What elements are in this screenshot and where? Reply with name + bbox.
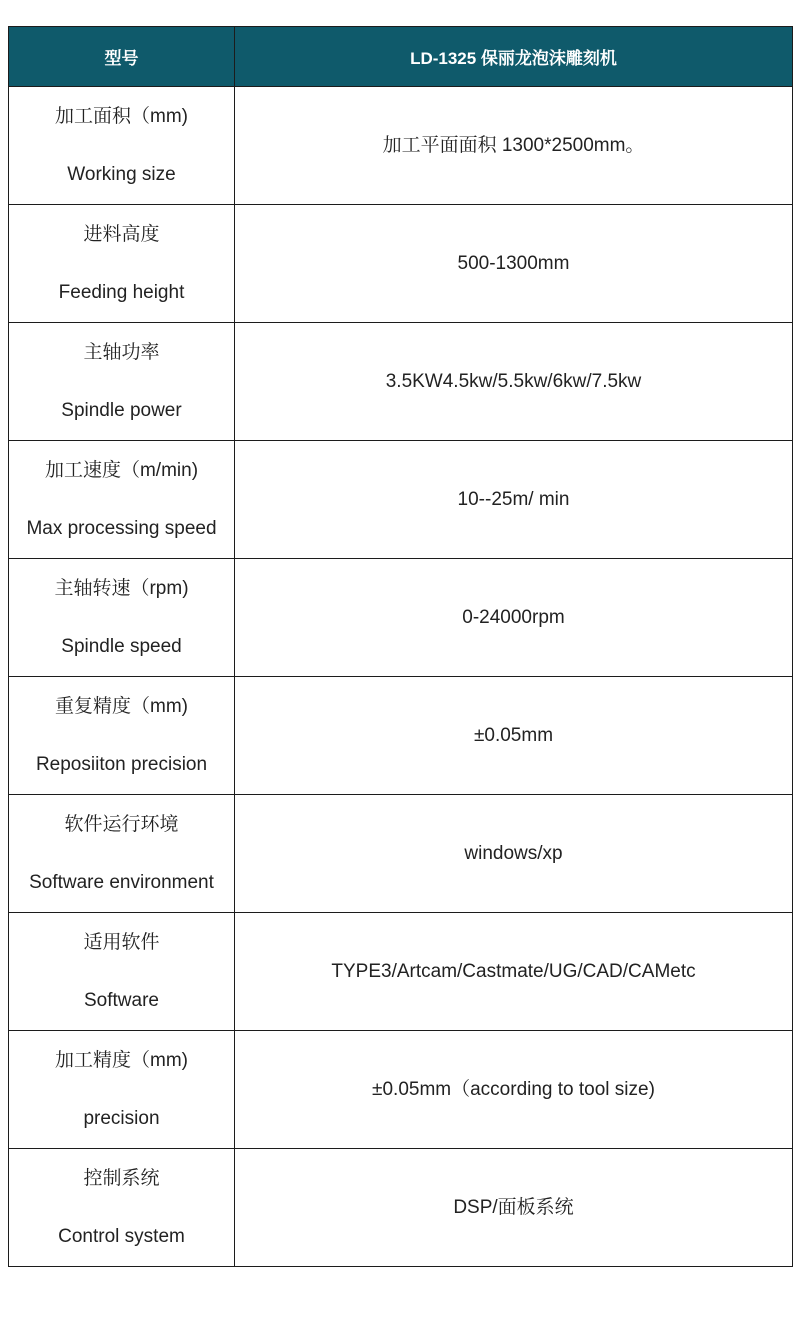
row-value: ±0.05mm [473, 725, 554, 746]
label-english: Max processing speed [26, 518, 217, 539]
row-value-cell [235, 441, 793, 559]
row-value: TYPE3/Artcam/Castmate/UG/CAD/CAMetc [331, 961, 696, 982]
row-value-cell [235, 913, 793, 1031]
row-value-cell [235, 559, 793, 677]
label-english: Spindle speed [61, 636, 182, 657]
table-header-row [9, 27, 793, 87]
row-value: ±0.05mm（according to tool size) [372, 1079, 655, 1100]
row-label-cell [9, 913, 235, 1031]
label-english: Software [84, 990, 159, 1011]
table-row [9, 559, 793, 677]
row-label-cell [9, 795, 235, 913]
label-english: Spindle power [61, 400, 182, 421]
label-chinese: 加工速度（m/min) [44, 460, 199, 481]
row-value-cell [235, 323, 793, 441]
row-label-cell [9, 677, 235, 795]
table-row [9, 1031, 793, 1149]
header-label-cell: 型号 [9, 27, 235, 87]
row-label-cell [9, 323, 235, 441]
label-chinese: 进料高度 [83, 224, 160, 245]
label-chinese: 软件运行环境 [64, 814, 179, 835]
row-value-cell [235, 205, 793, 323]
table-row [9, 913, 793, 1031]
label-chinese: 主轴转速（rpm) [54, 578, 189, 599]
table-row [9, 1149, 793, 1267]
row-label-cell [9, 441, 235, 559]
table-row [9, 795, 793, 913]
header-value-cell: LD-1325 保丽龙泡沫雕刻机 [235, 27, 793, 87]
spec-table [8, 26, 793, 1267]
row-value: 加工平面面积 1300*2500mm。 [382, 135, 645, 156]
table-body [9, 87, 793, 1267]
label-english: precision [83, 1108, 160, 1129]
row-value: 0-24000rpm [462, 607, 565, 628]
row-value-cell [235, 1149, 793, 1267]
row-value: 10--25m/ min [457, 489, 570, 510]
row-value: 3.5KW4.5kw/5.5kw/6kw/7.5kw [385, 371, 642, 392]
row-label-cell [9, 205, 235, 323]
row-value-cell [235, 87, 793, 205]
row-value-cell [235, 677, 793, 795]
table-row [9, 87, 793, 205]
row-value: DSP/面板系统 [453, 1197, 574, 1218]
row-label-cell [9, 1149, 235, 1267]
table-row [9, 677, 793, 795]
label-chinese: 控制系统 [83, 1168, 160, 1189]
label-english: Control system [58, 1226, 185, 1247]
row-value-cell [235, 1031, 793, 1149]
label-english: Feeding height [58, 282, 185, 303]
row-label-cell [9, 559, 235, 677]
table-row [9, 323, 793, 441]
label-english: Working size [67, 164, 176, 185]
row-label-cell [9, 1031, 235, 1149]
label-english: Software environment [29, 872, 214, 893]
row-label-cell [9, 87, 235, 205]
table-row [9, 205, 793, 323]
label-chinese: 加工面积（mm) [55, 106, 188, 127]
label-chinese: 加工精度（mm) [55, 1050, 188, 1071]
row-value: windows/xp [464, 843, 563, 864]
label-chinese: 适用软件 [83, 932, 160, 953]
label-chinese: 主轴功率 [83, 342, 160, 363]
row-value: 500-1300mm [457, 253, 570, 274]
row-value-cell [235, 795, 793, 913]
table-row [9, 441, 793, 559]
label-chinese: 重复精度（mm) [55, 696, 188, 717]
label-english: Reposiiton precision [35, 754, 208, 775]
